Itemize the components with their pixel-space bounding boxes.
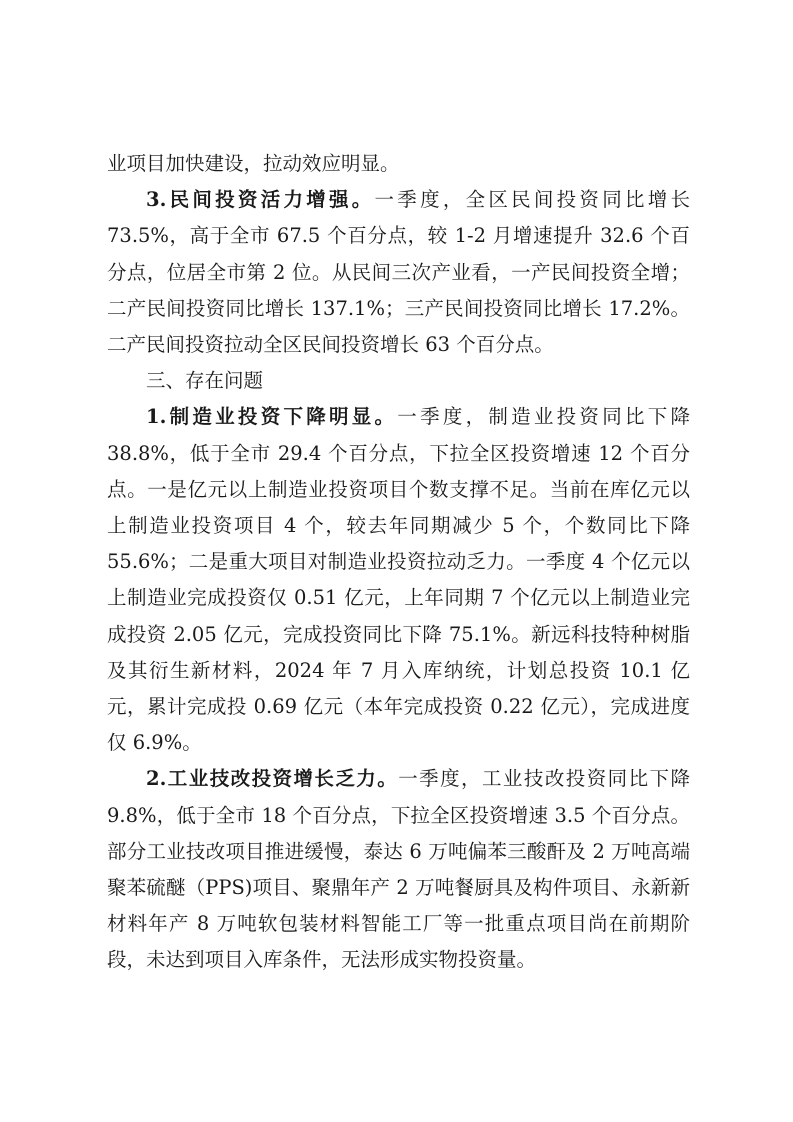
tech-upgrade-heading: 2.工业技改投资增长乏力。 [146,767,399,791]
tech-upgrade-paragraph [107,761,690,978]
private-investment-paragraph [107,182,690,363]
manufacturing-heading: 1.制造业投资下降明显。 [146,405,398,429]
private-investment-text: 一季度，全区民间投资同比增长 73.5%，高于全市 67.5 个百分点，较 1-2 月增速提升 32.6 个百分点，位居全市第 2 位。从民间三次产业看，一产民间投资全增；二产民间投资同比增长 137.1%；三产民间投资同比增长 17.2%。二产民间投资拉动全区民间投资增长 63 个百分点。 [107,188,690,357]
private-investment-heading: 3.民间投资活力增强。 [146,188,375,212]
continuation-paragraph: 业项目加快建设，拉动效应明显。 [107,152,400,175]
tech-upgrade-text: 一季度，工业技改投资同比下降 9.8%，低于全市 18 个百分点，下拉全区投资增速 3.5 个百分点。部分工业技改项目推进缓慢，泰达 6 万吨偏苯三酸酐及 2 万吨高端聚苯硫醚（PPS)项目、聚鼎年产 2 万吨餐厨具及构件项目、永新新材料年产 8 万吨软包装材料智能工厂等一批重点项目尚在前期阶段，未达到项目入库条件，无法形成实物投资量。 [107,767,690,972]
manufacturing-text: 一季度，制造业投资同比下降 38.8%，低于全市 29.4 个百分点，下拉全区投资增速 12 个百分点。一是亿元以上制造业投资项目个数支撑不足。当前在库亿元以上制造业投资项目 4 个，较去年同期减少 5 个，个数同比下降 55.6%；二是重大项目对制造业投资拉动乏力。一季度 4 个亿元以上制造业完成投资仅 0.51 亿元，上年同期 7 个亿元以上制造业完成投资 2.05 亿元，完成投资同比下降 75.1%。新远科技特种树脂及其衍生新材料，2024 年 7 月入库纳统，计划总投资 10.1 亿元，累计完成投 0.69 亿元（本年完成投资 0.22 亿元），完成进度仅 6.9%。 [107,405,690,755]
section-title: 三、存在问题 [146,369,264,393]
manufacturing-paragraph [107,399,690,761]
document-body [107,146,690,979]
